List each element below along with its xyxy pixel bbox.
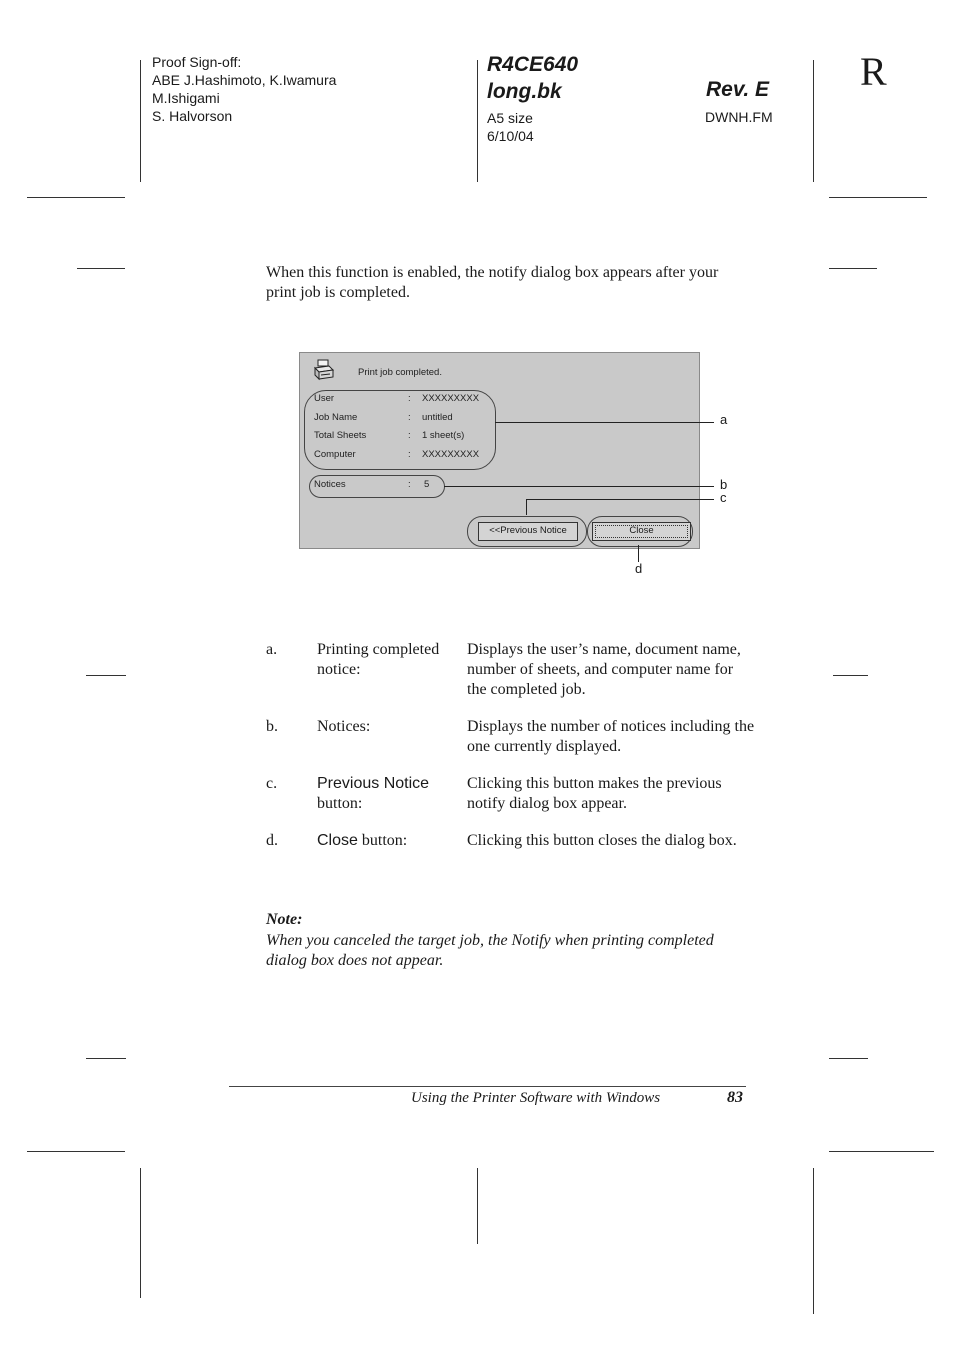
revision: Rev. E bbox=[706, 78, 770, 101]
crop-mark bbox=[477, 60, 478, 182]
code-line-2: long.bk bbox=[487, 80, 562, 103]
total-sheets-label: Total Sheets bbox=[314, 430, 367, 441]
crop-mark bbox=[77, 268, 125, 269]
definition-term bbox=[317, 774, 465, 814]
definition-letter: d. bbox=[266, 832, 278, 849]
definition-description: Displays the number of notices including the one currently displayed. bbox=[467, 718, 755, 755]
side-letter: R bbox=[860, 49, 887, 94]
definition-term: Printing completed notice: bbox=[317, 641, 440, 678]
crop-mark bbox=[477, 1168, 478, 1244]
crop-mark bbox=[829, 268, 877, 269]
proof-signoff bbox=[152, 53, 336, 125]
notices-label: Notices bbox=[314, 479, 346, 490]
crop-mark bbox=[813, 1168, 814, 1314]
note-body: When you canceled the target job, the Notify when printing completed dialog box does not appear. bbox=[266, 932, 714, 969]
crop-mark bbox=[140, 1168, 141, 1298]
job-name-value: untitled bbox=[422, 412, 453, 423]
close-button[interactable]: Close bbox=[592, 522, 691, 541]
note-heading: Note: bbox=[266, 911, 303, 928]
definition-term-ui: Close bbox=[317, 832, 358, 849]
user-value: XXXXXXXXX bbox=[422, 393, 480, 404]
definition-description: Displays the user’s name, document name, number of sheets, and computer name for the completed job. bbox=[467, 641, 741, 698]
job-name-separator: : bbox=[408, 412, 411, 423]
page-number: 83 bbox=[727, 1089, 743, 1106]
proof-line: S. Halvorson bbox=[152, 108, 233, 124]
total-sheets-value: 1 sheet(s) bbox=[422, 430, 465, 441]
document-code bbox=[487, 51, 578, 105]
dialog-message: Print job completed. bbox=[358, 367, 442, 378]
definition-row bbox=[266, 717, 756, 757]
callout-a: a bbox=[720, 412, 728, 427]
definition-term: Notices: bbox=[317, 718, 371, 735]
computer-value: XXXXXXXXX bbox=[422, 449, 480, 460]
file-name: DWNH.FM bbox=[705, 109, 773, 125]
intro-paragraph: When this function is enabled, the notify dialog box appears after your print job is completed. bbox=[266, 264, 719, 301]
definition-letter: b. bbox=[266, 718, 278, 735]
total-sheets-separator: : bbox=[408, 430, 411, 441]
crop-mark bbox=[27, 1151, 125, 1152]
crop-mark bbox=[27, 197, 125, 198]
callout-c: c bbox=[720, 490, 727, 505]
proof-line: M.Ishigami bbox=[152, 90, 220, 106]
user-separator: : bbox=[408, 393, 411, 404]
job-name-label: Job Name bbox=[314, 412, 358, 423]
size-date bbox=[487, 109, 534, 145]
definition-term-rest: button: bbox=[357, 832, 408, 849]
callout-line-a bbox=[495, 422, 714, 423]
callout-line-b bbox=[444, 486, 714, 487]
crop-mark bbox=[813, 60, 814, 182]
definition-term bbox=[317, 831, 465, 851]
crop-mark bbox=[829, 197, 927, 198]
notices-separator: : bbox=[408, 479, 411, 490]
paper-size: A5 size bbox=[487, 110, 533, 126]
definition-row bbox=[266, 640, 756, 700]
callout-d: d bbox=[635, 561, 643, 576]
definition-row bbox=[266, 831, 756, 851]
definition-term-rest: button: bbox=[317, 795, 363, 812]
computer-separator: : bbox=[408, 449, 411, 460]
callout-b: b bbox=[720, 477, 728, 492]
definition-list bbox=[266, 640, 756, 868]
notices-value: 5 bbox=[424, 479, 430, 490]
crop-mark bbox=[829, 1058, 868, 1059]
previous-notice-button[interactable]: <<Previous Notice bbox=[478, 522, 578, 541]
proof-line: Proof Sign-off: bbox=[152, 54, 242, 70]
crop-mark bbox=[829, 1151, 934, 1152]
printer-icon bbox=[312, 358, 336, 382]
crop-mark bbox=[833, 675, 868, 676]
footer-chapter: Using the Printer Software with Windows bbox=[411, 1090, 661, 1106]
definition-description: Clicking this button makes the previous notify dialog box appear. bbox=[467, 775, 722, 812]
date: 6/10/04 bbox=[487, 128, 534, 144]
crop-mark bbox=[86, 675, 126, 676]
definition-row bbox=[266, 774, 756, 814]
definition-description: Clicking this button closes the dialog box. bbox=[467, 832, 737, 849]
user-label: User bbox=[314, 393, 335, 404]
crop-mark bbox=[86, 1058, 126, 1059]
definition-term-ui: Previous Notice bbox=[317, 775, 430, 792]
callout-line-d bbox=[638, 545, 639, 562]
footer-rule bbox=[229, 1086, 746, 1087]
notify-dialog bbox=[299, 352, 700, 549]
code-line-1: R4CE640 bbox=[487, 53, 579, 76]
callout-line-c bbox=[526, 499, 714, 500]
definition-letter: a. bbox=[266, 641, 278, 658]
callout-line-c-drop bbox=[526, 499, 527, 515]
crop-mark bbox=[140, 60, 141, 182]
proof-line: ABE J.Hashimoto, K.Iwamura bbox=[152, 72, 337, 88]
computer-label: Computer bbox=[314, 449, 356, 460]
definition-letter: c. bbox=[266, 775, 278, 792]
